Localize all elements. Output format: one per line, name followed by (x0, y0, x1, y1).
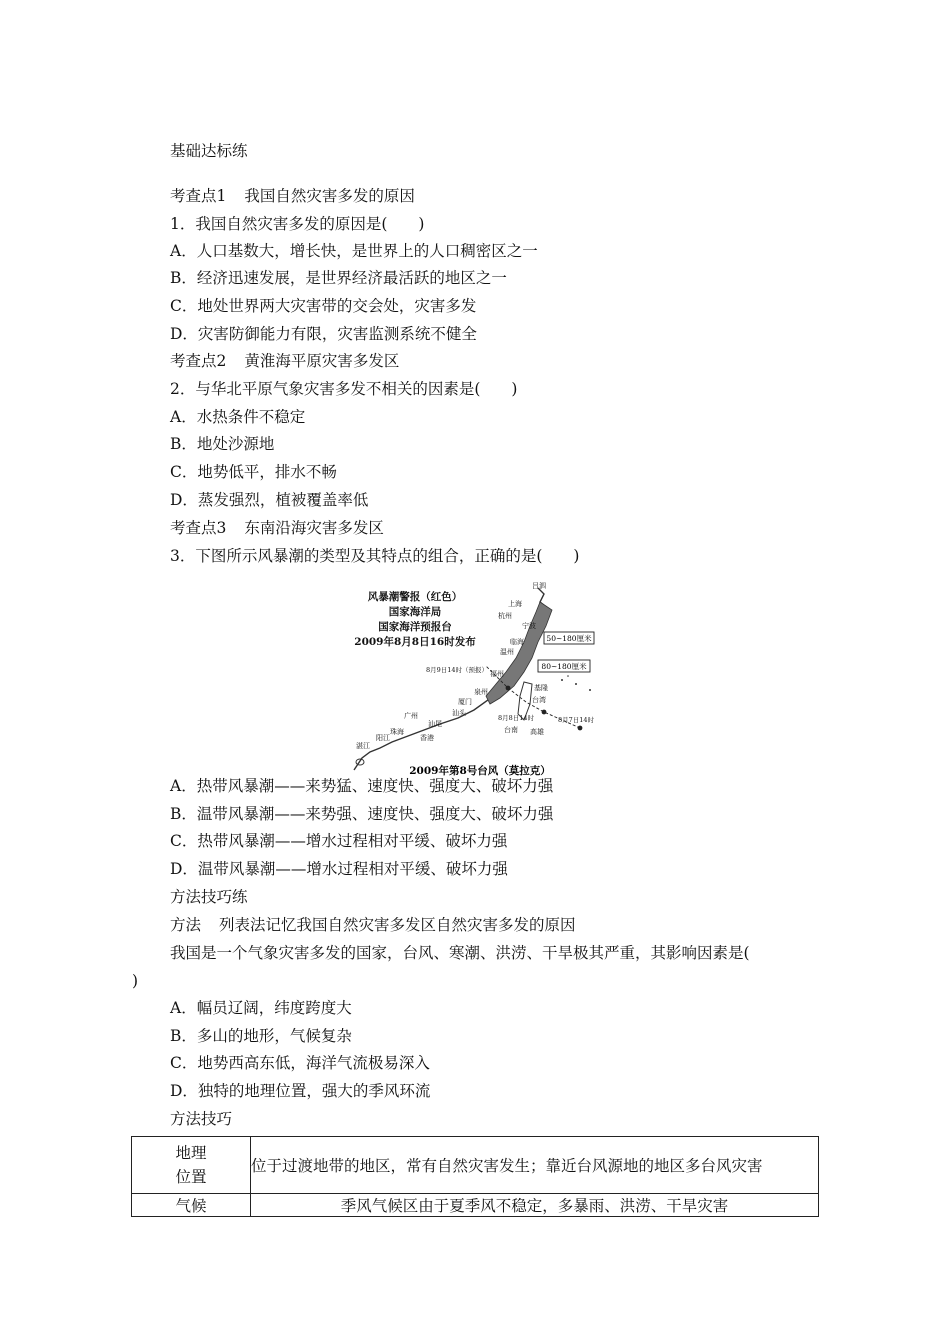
q4-option-c: C．地势西高东低，海洋气流极易深入 (170, 1054, 430, 1072)
method-heading (170, 915, 576, 935)
island (575, 683, 577, 685)
kp2-label: 考查点2 (170, 352, 227, 370)
island (561, 679, 563, 681)
island (567, 675, 569, 677)
q1-option-d: D．灾害防御能力有限，灾害监测系统不健全 (170, 325, 477, 343)
q1-option-a: A．人口基数大，增长快，是世界上的人口稠密区之一 (170, 242, 538, 260)
map-caption: 2009年第8号台风（莫拉克） (409, 765, 551, 777)
table-value-cell: 位于过渡地带的地区，常有自然灾害发生；靠近台风源地的地区多台风灾害 (251, 1137, 819, 1194)
place-wenzhou: 温州 (500, 648, 514, 656)
table-key-line1: 地理 (175, 1144, 207, 1162)
place-yangjiang: 阳江 (376, 734, 390, 742)
track-point (506, 686, 511, 691)
place-zhuhai: 珠海 (390, 728, 404, 736)
track-point (578, 726, 583, 731)
place-shanwei: 汕尾 (428, 720, 442, 728)
q2-option-a: A．水热条件不稳定 (170, 408, 306, 426)
place-taiwan: 台湾 (532, 696, 546, 704)
q4-option-b: B．多山的地形，气候复杂 (170, 1027, 352, 1045)
track-time-8th: 8月8日14时 (498, 714, 535, 722)
q1-option-b: B．经济迅速发展，是世界经济最活跃的地区之一 (170, 269, 507, 287)
place-hangzhou: 杭州 (498, 612, 512, 620)
place-shantou: 汕头 (452, 709, 466, 717)
place-jilong: 基隆 (534, 684, 548, 692)
q2-option-b: B．地处沙源地 (170, 435, 275, 453)
tips-title: 方法技巧 (170, 1110, 233, 1128)
table-row (132, 1137, 819, 1194)
surge-label-1: 50~180厘米 (546, 634, 592, 643)
track-time-7th: 8月7日14时 (558, 716, 595, 724)
kp2-title: 黄淮海平原灾害多发区 (244, 352, 400, 370)
table-key-line2: 位置 (175, 1168, 207, 1186)
map-header-4: 2009年8月8日16时发布 (354, 636, 476, 648)
q2-option-c: C．地势低平，排水不畅 (170, 463, 337, 481)
kp3-heading (170, 518, 384, 538)
q3-option-d: D．温带风暴潮——增水过程相对平缓、破坏力强 (170, 860, 508, 878)
kp3-label: 考查点3 (170, 519, 227, 537)
map-header-2: 国家海洋局 (388, 606, 442, 618)
place-zhanjiang: 湛江 (356, 742, 370, 750)
q4-option-a: A．幅员辽阔，纬度跨度大 (170, 999, 352, 1017)
place-gaoxiong: 高雄 (530, 728, 544, 736)
kp3-title: 东南沿海灾害多发区 (244, 519, 384, 537)
section-title-basic: 基础达标练 (170, 142, 248, 160)
tips-table (131, 1136, 819, 1217)
map-header-1: 风暴潮警报（红色） (367, 591, 463, 603)
surge-label-2: 80~180厘米 (541, 662, 587, 671)
q3-option-b: B．温带风暴潮——来势强、速度快、强度大、破坏力强 (170, 805, 554, 823)
map-header-3: 国家海洋预报台 (378, 621, 452, 633)
place-quanzhou: 泉州 (474, 688, 488, 696)
place-shanghai: 上海 (508, 600, 522, 608)
q4-stem-line2: ) (132, 972, 139, 990)
place-xianggang: 香港 (420, 734, 434, 742)
q4-option-d: D．独特的地理位置，强大的季风环流 (170, 1082, 431, 1100)
q1-option-c: C．地处世界两大灾害带的交会处，灾害多发 (170, 297, 477, 315)
place-lvsi: 吕泗 (532, 582, 546, 590)
place-guangzhou: 广州 (404, 712, 418, 720)
place-xiamen: 厦门 (458, 698, 472, 706)
q2-stem: 2．与华北平原气象灾害多发不相关的因素是( ) (170, 380, 518, 398)
method-label: 方法 (170, 916, 202, 934)
kp1-heading (170, 186, 415, 206)
method-title: 列表法记忆我国自然灾害多发区自然灾害多发的原因 (219, 916, 576, 934)
q3-stem: 3．下图所示风暴潮的类型及其特点的组合，正确的是( ) (170, 547, 580, 565)
kp1-label: 考查点1 (170, 187, 227, 205)
place-linhai: 临海 (510, 638, 524, 646)
q2-option-d: D．蒸发强烈，植被覆盖率低 (170, 491, 369, 509)
kp2-heading (170, 351, 399, 371)
track-time-forecast: 8月9日14时（预报） (426, 666, 489, 674)
q3-option-a: A．热带风暴潮——来势猛、速度快、强度大、破坏力强 (170, 777, 554, 795)
table-key-cell (132, 1137, 251, 1194)
table-row (132, 1194, 819, 1217)
q4-stem-line1: 我国是一个气象灾害多发的国家，台风、寒潮、洪涝、干旱极其严重，其影响因素是( (170, 944, 750, 962)
q3-option-c: C．热带风暴潮——增水过程相对平缓、破坏力强 (170, 832, 508, 850)
place-fuzhou: 福州 (490, 670, 504, 678)
table-key-cell: 气候 (132, 1194, 251, 1217)
island (589, 689, 591, 691)
storm-surge-map (340, 580, 600, 780)
coastline (354, 588, 550, 770)
place-ningbo: 宁波 (522, 622, 536, 630)
track-point (542, 710, 547, 715)
kp1-title: 我国自然灾害多发的原因 (244, 187, 415, 205)
q1-stem: 1．我国自然灾害多发的原因是( ) (170, 215, 425, 233)
section-title-method: 方法技巧练 (170, 888, 248, 906)
place-tainan: 台南 (504, 726, 518, 734)
table-value-cell: 季风气候区由于夏季风不稳定，多暴雨、洪涝、干旱灾害 (251, 1194, 819, 1217)
